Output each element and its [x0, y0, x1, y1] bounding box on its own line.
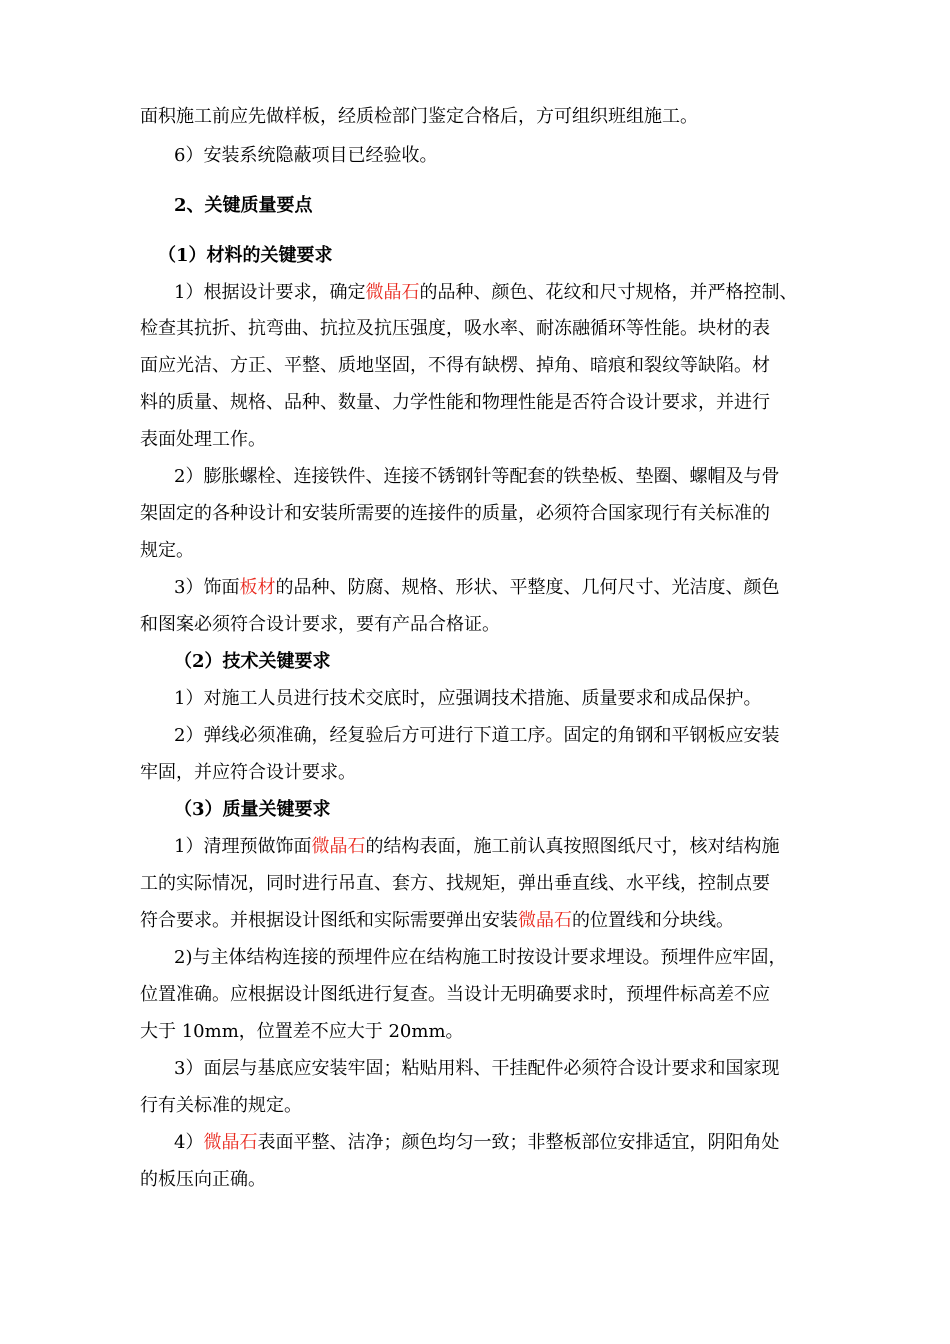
- text-segment: 6）安装系统隐蔽项目已经验收。: [174, 145, 438, 166]
- text-segment: 1）清理预做饰面: [174, 836, 312, 857]
- text-segment: 的品种、颜色、花纹和尺寸规格，并严格控制、: [419, 282, 798, 303]
- text-segment: 表面处理工作。: [140, 429, 266, 450]
- text-segment: 2)与主体结构连接的预埋件应在结构施工时按设计要求埋设。预埋件应牢固，: [174, 947, 787, 968]
- text-segment: 1）对施工人员进行技术交底时，应强调技术措施、质量要求和成品保护。: [174, 688, 762, 709]
- body-text-line: [140, 760, 820, 786]
- body-text-line: [174, 280, 820, 306]
- body-text-line: [140, 353, 820, 379]
- body-text-line: [174, 945, 820, 971]
- body-text-line: [140, 908, 820, 934]
- text-segment: 的板压向正确。: [140, 1169, 266, 1190]
- highlighted-term: 微晶石: [311, 836, 366, 857]
- section-heading: [158, 243, 820, 269]
- body-text-line: [140, 1167, 820, 1193]
- text-segment: 3）饰面: [174, 577, 240, 598]
- section-heading: [174, 193, 820, 219]
- body-text-line: [174, 464, 820, 490]
- text-segment: 牢固，并应符合设计要求。: [140, 762, 356, 783]
- body-text-line: [140, 501, 820, 527]
- body-text-line: [174, 834, 820, 860]
- text-segment: 架固定的各种设计和安装所需要的连接件的质量，必须符合国家现行有关标准的: [140, 503, 770, 524]
- text-segment: 3）面层与基底应安装牢固；粘贴用料、干挂配件必须符合设计要求和国家现: [174, 1058, 780, 1079]
- text-segment: 位置准确。应根据设计图纸进行复查。当设计无明确要求时，预埋件标高差不应: [140, 984, 770, 1005]
- body-text-line: [174, 723, 820, 749]
- text-segment: 的品种、防腐、规格、形状、平整度、几何尺寸、光洁度、颜色: [275, 577, 780, 598]
- body-text-line: [174, 1056, 820, 1082]
- body-text-line: [174, 1130, 820, 1156]
- text-segment: 表面平整、洁净；颜色均匀一致；非整板部位安排适宜，阴阳角处: [257, 1132, 780, 1153]
- text-segment: 面应光洁、方正、平整、质地坚固，不得有缺楞、掉角、暗痕和裂纹等缺陷。材: [140, 355, 770, 376]
- text-segment: 行有关标准的规定。: [140, 1095, 302, 1116]
- text-segment: 和图案必须符合设计要求，要有产品合格证。: [140, 614, 500, 635]
- body-text-line: [140, 612, 820, 638]
- text-segment: 2）弹线必须准确，经复验后方可进行下道工序。固定的角钢和平钢板应安装: [174, 725, 780, 746]
- text-segment: 面积施工前应先做样板，经质检部门鉴定合格后，方可组织班组施工。: [140, 106, 698, 127]
- body-text-line: [140, 390, 820, 416]
- body-text-line: [174, 686, 820, 712]
- text-segment: （1）材料的关键要求: [158, 245, 333, 266]
- body-text-line: [140, 1093, 820, 1119]
- highlighted-term: 微晶石: [365, 282, 420, 303]
- text-segment: 1）根据设计要求，确定: [174, 282, 366, 303]
- highlighted-term: 微晶石: [203, 1132, 258, 1153]
- text-segment: 大于 10mm，位置差不应大于 20mm。: [140, 1021, 464, 1042]
- body-text-line: [140, 871, 820, 897]
- highlighted-term: 微晶石: [518, 910, 572, 931]
- text-segment: 料的质量、规格、品种、数量、力学性能和物理性能是否符合设计要求，并进行: [140, 392, 770, 413]
- text-segment: （2）技术关键要求: [174, 651, 331, 672]
- text-segment: 的位置线和分块线。: [572, 910, 734, 931]
- section-heading: [174, 797, 820, 823]
- text-segment: （3）质量关键要求: [174, 799, 331, 820]
- text-segment: 工的实际情况，同时进行吊直、套方、找规矩，弹出垂直线、水平线，控制点要: [140, 873, 770, 894]
- text-segment: 2）膨胀螺栓、连接铁件、连接不锈钢针等配套的铁垫板、垫圈、螺帽及与骨: [174, 466, 780, 487]
- text-segment: 检查其抗折、抗弯曲、抗拉及抗压强度，吸水率、耐冻融循环等性能。块材的表: [140, 318, 770, 339]
- text-segment: 2、关键质量要点: [174, 195, 313, 216]
- section-heading: [174, 649, 820, 675]
- text-segment: 4）: [174, 1132, 204, 1153]
- body-text-line: [140, 538, 820, 564]
- body-text-line: [174, 575, 820, 601]
- body-text-line: [140, 1019, 820, 1045]
- body-text-line: [140, 316, 820, 342]
- body-text-line: [174, 143, 820, 169]
- body-text-line: [140, 982, 820, 1008]
- text-segment: 规定。: [140, 540, 194, 561]
- body-text-line: [140, 104, 820, 130]
- body-text-line: [140, 427, 820, 453]
- highlighted-term: 板材: [239, 577, 276, 598]
- text-segment: 的结构表面，施工前认真按照图纸尺寸，核对结构施: [365, 836, 780, 857]
- text-segment: 符合要求。并根据设计图纸和实际需要弹出安装: [140, 910, 518, 931]
